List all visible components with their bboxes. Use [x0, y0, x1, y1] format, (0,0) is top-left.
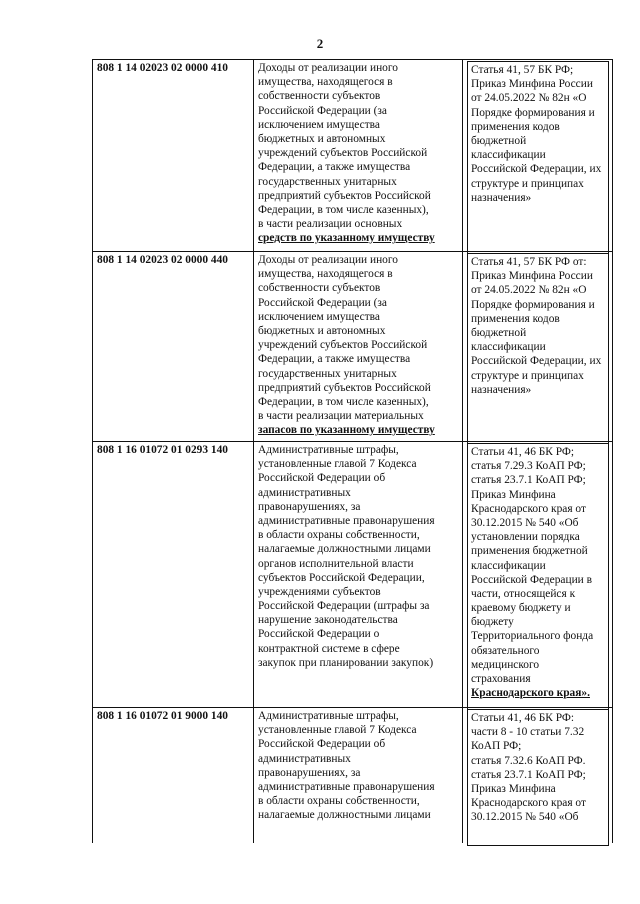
reference-line: применения бюджетной	[471, 545, 588, 558]
description-line: Российской Федерации об	[258, 738, 386, 751]
table-row	[93, 252, 613, 442]
reference-line: статья 23.7.1 КоАП РФ;	[471, 768, 586, 781]
reference-line: структуре и принципах	[471, 177, 584, 190]
reference-line: от 24.05.2022 № 82н «О	[471, 92, 587, 105]
reference-line: бюджету	[471, 616, 514, 629]
description-line: нарушение законодательства	[258, 614, 398, 627]
description-line: Российской Федерации о	[258, 628, 380, 641]
description-line: учреждений субъектов Российской	[258, 339, 428, 352]
description-line: Федерации, а также имущества	[258, 353, 411, 366]
income-description-cell	[254, 252, 463, 442]
legal-reference-box	[467, 61, 609, 254]
description-line: субъектов Российской Федерации,	[258, 571, 425, 584]
reference-line: Приказ Минфина	[471, 488, 556, 501]
description-line: запасов по указанному имуществу	[258, 424, 435, 437]
reference-line: классификации	[471, 559, 546, 572]
reference-line: от 24.05.2022 № 82н «О	[471, 284, 587, 297]
description-line: правонарушениях, за	[258, 500, 361, 513]
description-line: собственности субъектов	[258, 282, 381, 295]
description-line: бюджетных и автономных	[258, 132, 386, 145]
table-row	[93, 442, 613, 708]
reference-line: структуре и принципах	[471, 369, 584, 382]
description-line: налагаемые должностными лицами	[258, 543, 431, 556]
description-line: имущества, находящегося в	[258, 268, 393, 281]
reference-line: применения кодов	[471, 120, 560, 133]
legal-reference-box	[467, 443, 609, 710]
reference-line: Краснодарского края от	[471, 797, 586, 810]
budget-code-cell: 808 1 14 02023 02 0000 440	[93, 252, 254, 442]
description-line: Федерации, в том числе казенных),	[258, 395, 429, 408]
reference-line: страхования	[471, 673, 531, 685]
page-number: 2	[316, 36, 324, 51]
description-line: установленные главой 7 Кодекса	[258, 458, 417, 471]
income-description-cell	[254, 60, 463, 252]
description-line: органов исполнительной власти	[258, 557, 414, 570]
description-line: в области охраны собственности,	[258, 795, 420, 808]
description-line: Российской Федерации об	[258, 472, 386, 485]
reference-line: Приказ Минфина России	[471, 270, 593, 283]
description-line: административные правонарушения	[258, 514, 435, 527]
reference-line: статья 7.29.3 КоАП РФ;	[471, 460, 586, 473]
reference-line: назначения»	[471, 191, 532, 204]
reference-line: классификации	[471, 341, 546, 354]
legal-reference-cell	[463, 60, 613, 252]
income-description-cell	[254, 708, 463, 844]
description-line: учреждений субъектов Российской	[258, 147, 428, 160]
legal-reference-cell	[463, 252, 613, 442]
description-line: контрактной системе в сфере	[258, 642, 400, 655]
reference-line: 30.12.2015 № 540 «Об	[471, 811, 579, 824]
budget-classification-table	[92, 59, 613, 843]
description-line: установленные главой 7 Кодекса	[258, 724, 417, 737]
description-line: в области охраны собственности,	[258, 529, 420, 542]
description-line: административных	[258, 486, 351, 499]
description-line: государственных унитарных	[258, 175, 397, 188]
reference-line: Статьи 41, 46 БК РФ:	[471, 712, 575, 724]
reference-line: назначения»	[471, 383, 532, 396]
legal-reference-box	[467, 253, 609, 444]
reference-line: Приказ Минфина России	[471, 78, 593, 91]
reference-line: КоАП РФ;	[471, 740, 522, 753]
reference-line: статья 7.32.6 КоАП РФ.	[471, 754, 586, 767]
reference-line: обязательного	[471, 644, 540, 657]
description-line: административные правонарушения	[258, 780, 435, 793]
description-line: Административные штрафы,	[258, 710, 399, 722]
description-line: Административные штрафы,	[258, 444, 399, 456]
description-line: предприятий субъектов Российской	[258, 189, 431, 202]
legal-reference-box	[467, 709, 609, 846]
description-line: административных	[258, 752, 351, 765]
reference-line: 30.12.2015 № 540 «Об	[471, 516, 579, 529]
reference-line: части, относящейся к	[471, 587, 576, 600]
reference-line: Порядке формирования и	[471, 106, 595, 119]
description-line: средств по указанному имуществу	[258, 232, 435, 245]
description-line: Федерации, в том числе казенных),	[258, 203, 429, 216]
reference-line: Краснодарского края».	[471, 687, 590, 700]
budget-code-cell: 808 1 14 02023 02 0000 410	[93, 60, 254, 252]
description-line: правонарушениях, за	[258, 766, 361, 779]
income-description-cell	[254, 442, 463, 708]
reference-line: медицинского	[471, 658, 540, 671]
description-line: исключением имущества	[258, 310, 380, 323]
description-line: бюджетных и автономных	[258, 324, 386, 337]
reference-line: Российской Федерации, их	[471, 355, 602, 368]
legal-reference-cell	[463, 442, 613, 708]
reference-line: бюджетной	[471, 134, 527, 147]
reference-line: Порядке формирования и	[471, 298, 595, 311]
table-row	[93, 60, 613, 252]
reference-line: Российской Федерации, их	[471, 163, 602, 176]
description-line: Российской Федерации (штрафы за	[258, 600, 430, 613]
reference-line: статья 23.7.1 КоАП РФ;	[471, 474, 586, 487]
description-line: учреждениями субъектов	[258, 585, 381, 598]
description-line: собственности субъектов	[258, 90, 381, 103]
description-line: государственных унитарных	[258, 367, 397, 380]
reference-line: Российской Федерации в	[471, 573, 593, 586]
reference-line: бюджетной	[471, 326, 527, 339]
description-line: Российской Федерации (за	[258, 296, 387, 309]
reference-line: Статья 41, 57 БК РФ от:	[471, 256, 587, 268]
description-line: имущества, находящегося в	[258, 76, 393, 89]
reference-line: установлении порядка	[471, 531, 580, 544]
description-line: исключением имущества	[258, 118, 380, 131]
table-row	[93, 708, 613, 844]
reference-line: краевому бюджету и	[471, 602, 571, 615]
reference-line: Краснодарского края от	[471, 502, 586, 515]
description-line: налагаемые должностными лицами	[258, 809, 431, 822]
budget-code-cell: 808 1 16 01072 01 0293 140	[93, 442, 254, 708]
reference-line: Территориального фонда	[471, 630, 594, 643]
reference-line: Приказ Минфина	[471, 782, 556, 795]
description-line: Доходы от реализации иного	[258, 254, 398, 266]
reference-line: части 8 - 10 статьи 7.32	[471, 726, 585, 739]
reference-line: классификации	[471, 149, 546, 162]
reference-line: Статьи 41, 46 БК РФ;	[471, 446, 575, 458]
description-line: предприятий субъектов Российской	[258, 381, 431, 394]
budget-code-cell: 808 1 16 01072 01 9000 140	[93, 708, 254, 844]
description-line: закупок при планировании закупок)	[258, 656, 434, 669]
reference-line: Статья 41, 57 БК РФ;	[471, 64, 574, 76]
description-line: в части реализации основных	[258, 218, 403, 231]
description-line: в части реализации материальных	[258, 410, 424, 423]
description-line: Российской Федерации (за	[258, 104, 387, 117]
legal-reference-cell	[463, 708, 613, 844]
description-line: Федерации, а также имущества	[258, 161, 411, 174]
reference-line: применения кодов	[471, 312, 560, 325]
description-line: Доходы от реализации иного	[258, 62, 398, 74]
